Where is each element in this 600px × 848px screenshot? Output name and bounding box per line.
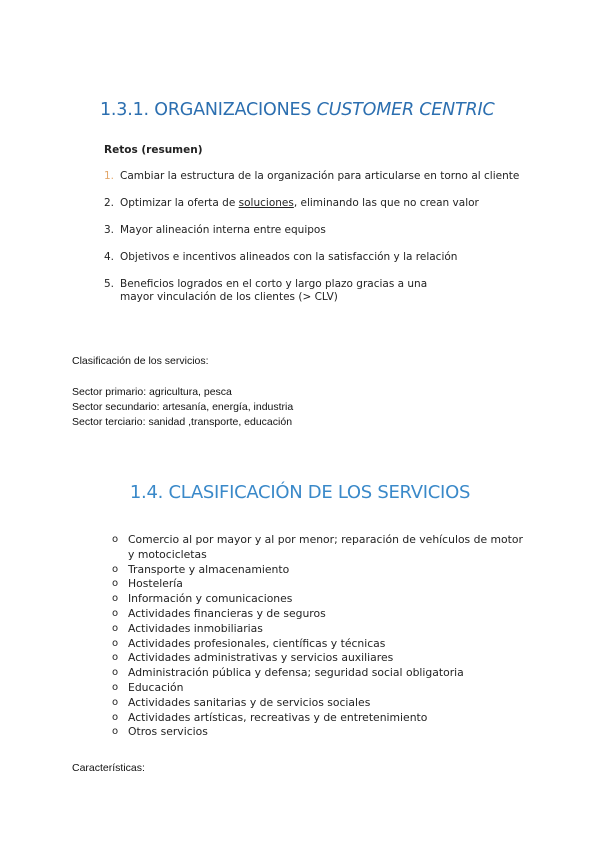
bullet-icon: o xyxy=(112,652,119,664)
list-item xyxy=(112,696,532,711)
list-text-pre: Optimizar la oferta de xyxy=(120,197,239,209)
bullet-icon: o xyxy=(112,622,119,634)
clasificacion-label: Clasificación de los servicios: xyxy=(72,355,209,367)
list-text: Objetivos e incentivos alineados con la satisfacción y la relación xyxy=(120,251,458,263)
list-item xyxy=(104,197,534,210)
retos-title: Retos (resumen) xyxy=(104,144,203,156)
caracteristicas-label: Características: xyxy=(72,762,145,774)
list-text: Beneficios logrados en el corto y largo plazo gracias a una mayor vinculación de los clientes (> CLV) xyxy=(120,278,428,303)
list-number: 4. xyxy=(104,251,115,263)
list-text: Educación xyxy=(128,680,184,694)
list-text: Actividades inmobiliarias xyxy=(128,621,263,635)
sector-line: Sector primario: agricultura, pesca xyxy=(72,386,232,398)
list-item xyxy=(112,666,532,681)
list-number: 5. xyxy=(104,278,115,290)
bullet-icon: o xyxy=(112,563,119,575)
section-heading xyxy=(100,100,495,120)
list-text: Actividades profesionales, científicas y técnicas xyxy=(128,636,386,650)
section-heading-number: 1.3.1. ORGANIZACIONES xyxy=(100,100,317,120)
list-number: 2. xyxy=(104,197,115,209)
list-item xyxy=(104,170,534,183)
list-item xyxy=(112,622,532,637)
list-item xyxy=(104,251,534,264)
bullet-icon: o xyxy=(112,593,119,605)
main-heading: 1.4. CLASIFICACIÓN DE LOS SERVICIOS xyxy=(129,482,471,503)
list-text: Administración pública y defensa; seguridad social obligatoria xyxy=(128,666,464,680)
bullet-icon: o xyxy=(112,534,119,545)
list-number: 1. xyxy=(104,170,115,182)
list-text: Transporte y almacenamiento xyxy=(128,562,290,576)
list-item xyxy=(112,637,532,652)
bullet-icon: o xyxy=(112,637,119,649)
list-item xyxy=(112,563,532,578)
list-text: Hostelería xyxy=(128,577,183,591)
sector-line: Sector terciario: sanidad ,transporte, educación xyxy=(72,416,293,428)
list-text: Comercio al por mayor y al por menor; reparación de vehículos de motor y motocicletas xyxy=(128,533,523,561)
list-item xyxy=(112,533,532,563)
list-item xyxy=(112,681,532,696)
bullet-icon: o xyxy=(112,681,119,693)
servicios-list xyxy=(112,533,532,740)
bullet-icon: o xyxy=(112,607,119,619)
retos-list xyxy=(104,170,534,304)
list-item xyxy=(112,711,532,726)
list-text: Otros servicios xyxy=(128,725,208,739)
list-item xyxy=(112,607,532,622)
list-item xyxy=(112,577,532,592)
list-item xyxy=(104,278,450,304)
list-item xyxy=(112,592,532,607)
list-number: 3. xyxy=(104,224,115,236)
list-text: Actividades financieras y de seguros xyxy=(128,606,326,620)
list-text: Actividades sanitarias y de servicios sociales xyxy=(128,695,371,709)
list-item xyxy=(104,224,534,237)
bullet-icon: o xyxy=(112,667,119,679)
bullet-icon: o xyxy=(112,578,119,590)
list-item xyxy=(112,725,532,740)
bullet-icon: o xyxy=(112,696,119,708)
list-text: Actividades artísticas, recreativas y de entretenimiento xyxy=(128,710,428,724)
section-heading-italic: CUSTOMER CENTRIC xyxy=(316,100,495,120)
list-text: Información y comunicaciones xyxy=(128,592,293,606)
list-text: Actividades administrativas y servicios auxiliares xyxy=(128,651,394,665)
list-text-post: , eliminando las que no crean valor xyxy=(293,197,479,209)
list-item xyxy=(112,651,532,666)
bullet-icon: o xyxy=(112,726,119,738)
list-text: Cambiar la estructura de la organización para articularse en torno al cliente xyxy=(120,170,520,182)
bullet-icon: o xyxy=(112,711,119,723)
list-text: Mayor alineación interna entre equipos xyxy=(120,224,326,236)
underlined-word: soluciones xyxy=(238,197,294,209)
sector-line: Sector secundario: artesanía, energía, industria xyxy=(72,401,294,413)
